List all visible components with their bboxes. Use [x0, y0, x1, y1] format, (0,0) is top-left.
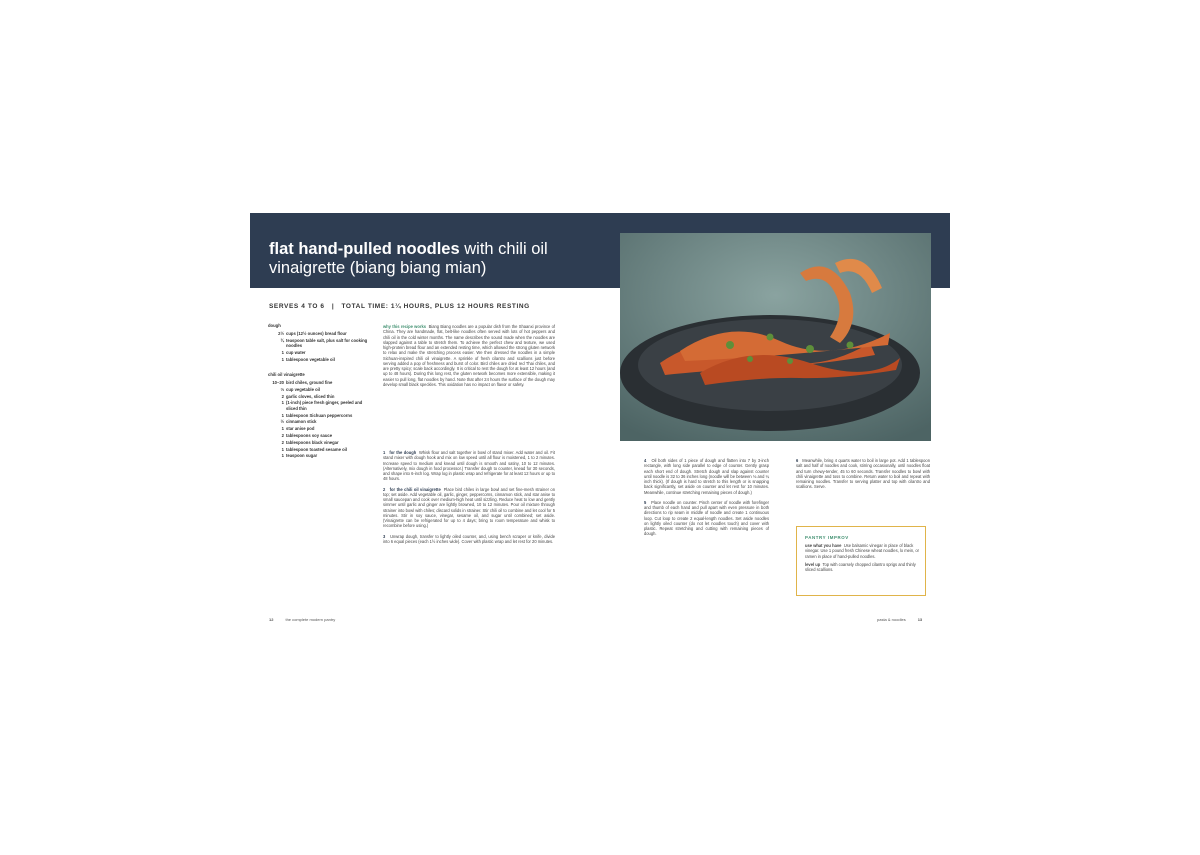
step-2-lead: for the chili oil vinaigrette [389, 486, 441, 492]
ingredient-quantity: 1 [281, 426, 284, 432]
ingredient-item: (1-inch) piece fresh ginger, peeled and sliced thin [286, 400, 363, 411]
page-number-right: 13 [917, 617, 923, 622]
vinaigrette-ingredient-row [268, 387, 368, 392]
ingredient-quantity: ¾ [280, 338, 284, 344]
ingredient-quantity: 1 [281, 356, 284, 362]
vinaigrette-ingredient-row [268, 433, 368, 438]
vinaigrette-ingredients [268, 380, 368, 459]
step-5-text: Place noodle on counter. Pinch center of noodle with forefinger and thumb of each hand and pull apart with even pressure in both directions to rip seam in middle of noodle and create 1 continuous loop. Cut loop to create 2 equal-length noodles. Set aside noodles on lightly oiled counter (do not let noodles touch) and cover with plastic. Repeat stretching and cutting with remaining pieces of dough. [644, 499, 769, 537]
ingredient-item: tablespoons soy sauce [286, 432, 333, 438]
ingredient-item: tablespoon vegetable oil [286, 356, 335, 362]
ingredient-quantity: 2½ [278, 331, 284, 337]
step-1-lead: for the dough [389, 450, 417, 455]
folio-right [877, 617, 922, 622]
total-time: TOTAL TIME: 1¼ HOURS, PLUS 12 HOURS RESTING [341, 303, 530, 310]
dough-ingredient-row [268, 350, 368, 355]
ingredient-quantity: 1 [281, 400, 284, 406]
step-3: 3 Unwrap dough, transfer to lightly oiled counter, and, using bench scraper or knife, divide into 6 equal pieces (each 1½ inches wide). Cover with plastic wrap and let rest for 20 minutes. [383, 533, 555, 544]
book-title: the complete modern pantry [285, 617, 336, 622]
steps-column-2 [644, 458, 769, 542]
dough-ingredients [268, 331, 368, 362]
step-2: 2 for the chili oil vinaigrette Place bird chiles in large bowl and set fine-mesh strainer on top; set aside. Add vegetable oil, garlic, ginger, peppercorns, cinnamon stick, and star anise to small saucepan and cook over medium-high heat until sizzling. Reduce heat to low and gently simmer until garlic and ginger are lightly browned, 10 to 12 minutes. Pour oil mixture through strainer into bowl with chiles; discard solids in strainer. Stir chili oil to combine and let cool for 5 minutes. Stir in soy sauce, vinegar, sesame oil, and sugar until combined; set aside. (Vinaigrette can be refrigerated for up to 4 days; bring to room temperature and whisk to recombine before using.) [383, 486, 555, 529]
dough-ingredient-row [268, 331, 368, 336]
vinaigrette-ingredient-row [268, 413, 368, 418]
chapter-title: pasta & noodles [877, 617, 906, 622]
ingredient-item: star anise pod [286, 426, 315, 432]
step-3-text: Unwrap dough, transfer to lightly oiled counter, and, using bench scraper or knife, divide into 6 equal pieces (each 1½ inches wide). Cover with plastic wrap and let rest for 20 minutes. [383, 533, 555, 544]
page-number-left: 12 [269, 617, 274, 622]
step-1: 1 for the dough Whisk flour and salt together in bowl of stand mixer. Add water and oil. Fit stand mixer with dough hook and mix on low speed until all flour is moistened, 1 to 2 minutes. Increase speed to medium and knead until dough is smooth and satiny, 10 to 12 minutes. (Alternatively, mix dough in food processor.) Transfer dough to counter, knead for 30 seconds, and shape into 6-inch log. Wrap log in plastic wrap and refrigerate for at least 12 hours or up to 48 hours. [383, 450, 555, 482]
vinaigrette-ingredient-row [268, 400, 368, 411]
vinaigrette-heading: chili oil vinaigrette [268, 371, 305, 377]
vinaigrette-ingredient-row [268, 426, 368, 431]
vinaigrette-ingredient-row [268, 419, 368, 424]
pantry-level-lead: level up [805, 561, 821, 567]
ingredient-quantity: ⅓ [280, 386, 284, 392]
pantry-use-text: Use balsamic vinegar in place of black vinegar. Use 1 pound fresh Chinese wheat noodles, lo mein, or ramen in place of hand-pulled noodles. [805, 543, 920, 559]
recipe-meta [269, 303, 609, 310]
book-spread [250, 213, 950, 633]
ingredient-quantity: 1 [281, 412, 284, 418]
ingredient-item: cup water [286, 350, 306, 356]
step-5: 5 Place noodle on counter. Pinch center of noodle with forefinger and thumb of each hand and pull apart with even pressure in both directions to rip seam in middle of noodle and create 1 continuous loop. Cut loop to create 2 equal-length noodles. Set aside noodles on lightly oiled counter (do not let noodles touch) and cover with plastic. Repeat stretching and cutting with remaining pieces of dough. [644, 499, 769, 537]
why-text: Biang Biang noodles are a popular dish from the Shaanxi province of China. They are handmade, flat, belt-like noodles often served with lots of hot peppers and chili oil in the cold winter months. The name describes the sound made when the noodles are slapped against a table to stretch them. To achieve the perfect chew and texture, we used high-protein bread flour and an extended resting time, which allowed the strong gluten network to relax and make the stretching process easier. We then dressed the noodles in a simple Sichuan-inspired chili oil vinaigrette. A sprinkle of fresh cilantro and scallions just before serving added a pop of freshness and burst of color. Bird chiles are dried red Thai chiles, and are pretty spicy; scale back accordingly. It is critical to rest the dough for at least 12 hours (and up to 48 hours). During this long rest, the gluten network becomes more extensible, making it easier to pull long, flat noodles by hand. Note that after 24 hours the surface of the dough may develop small black speckles. This oxidation has no impact on flavor or safety. [383, 324, 556, 387]
ingredient-item: garlic cloves, sliced thin [286, 393, 335, 399]
recipe-title-rest: with chili oil vinaigrette (biang biang mian) [269, 240, 548, 277]
vinaigrette-ingredient-row [268, 453, 368, 458]
step-4-text: Oil both sides of 1 piece of dough and flatten into 7 by 3-inch rectangle, with long side parallel to edge of counter. Gently grasp each short end of dough. Stretch dough and slap against counter until noodle is 32 to 36 inches long (noodle will be between ⅛ and ¼ inch thick). (If dough is hard to stretch to this length or is snapping back significantly, set aside on counter and let rest for 10 minutes. Meanwhile, continue stretching remaining pieces of dough.) [644, 458, 769, 495]
steps-column-3 [796, 458, 930, 495]
ingredient-item: teaspoon table salt, plus salt for cooking noodles [286, 338, 368, 349]
step-6-text: Meanwhile, bring 4 quarts water to boil in large pot. Add 1 tablespoon salt and half of noodles and cook, stirring occasionally, until noodles float and turn chewy-tender, 45 to 60 seconds. Transfer noodles to bowl with chili vinaigrette and toss to combine. Return water to boil and repeat with remaining noodles. Transfer to serving platter and top with cilantro and scallions. Serve. [796, 458, 930, 490]
step-2-text: Place bird chiles in large bowl and set fine-mesh strainer on top; set aside. Add vegetable oil, garlic, ginger, peppercorns, cinnamon stick, and star anise to small saucepan and cook over medium-high heat until sizzling. Reduce heat to low and gently simmer until garlic and ginger are lightly browned, 10 to 12 minutes. Pour oil mixture through strainer into bowl with chiles; discard solids in strainer. Stir chili oil to combine and let cool for 5 minutes. Stir in soy sauce, vinegar, sesame oil, and sugar until combined; set aside. (Vinaigrette can be refrigerated for up to 4 days; bring to room temperature and whisk to recombine before using.) [383, 486, 555, 529]
noodle-photo [620, 233, 931, 441]
ingredient-quantity: ½ [280, 419, 284, 425]
ingredient-item: tablespoons black vinegar [286, 439, 339, 445]
recipe-title [269, 240, 609, 278]
pantry-level-text: Top with coarsely chopped cilantro sprigs and thinly sliced scallions. [805, 561, 916, 573]
ingredient-quantity: 1 [281, 350, 284, 356]
ingredient-item: cinnamon stick [286, 419, 317, 425]
meta-separator: | [331, 303, 335, 310]
step-6: 6 Meanwhile, bring 4 quarts water to boil in large pot. Add 1 tablespoon salt and half of noodles and cook, stirring occasionally, until noodles float and turn chewy-tender, 45 to 60 seconds. Transfer noodles to bowl with chili vinaigrette and toss to combine. Return water to boil and repeat with remaining noodles. Transfer to serving platter and top with cilantro and scallions. Serve. [796, 458, 930, 490]
ingredient-item: teaspoon sugar [286, 453, 318, 459]
ingredient-item: tablespoon Sichuan peppercorns [286, 412, 353, 418]
vinaigrette-ingredient-row [268, 380, 368, 385]
ingredient-item: cups (12½ ounces) bread flour [286, 331, 347, 337]
pantry-use-lead: use what you have [805, 543, 842, 549]
ingredient-quantity: 1 [281, 446, 284, 452]
why-lead: why this recipe works [383, 324, 427, 329]
dough-ingredient-row [268, 338, 368, 349]
serves: SERVES 4 TO 6 [269, 303, 325, 310]
vinaigrette-ingredient-row [268, 440, 368, 445]
pantry-title: PANTRY IMPROV [805, 535, 849, 540]
ingredient-quantity: 2 [281, 393, 284, 399]
pantry-level [805, 562, 921, 572]
dough-heading: dough [268, 323, 281, 328]
recipe-title-bold: flat hand-pulled noodles [269, 240, 460, 258]
step-4: 4 Oil both sides of 1 piece of dough and flatten into 7 by 3-inch rectangle, with long side parallel to edge of counter. Gently grasp each short end of dough. Stretch dough and slap against counter until noodle is 32 to 36 inches long (noodle will be between ⅛ and ¼ inch thick). (If dough is hard to stretch to this length or is snapping back significantly, set aside on counter and let rest for 10 minutes. Meanwhile, continue stretching remaining pieces of dough.) [644, 458, 769, 495]
why-this-works [383, 324, 555, 392]
ingredient-item: tablespoon toasted sesame oil [286, 446, 347, 452]
ingredient-item: cup vegetable oil [286, 386, 320, 392]
ingredients-list [268, 323, 368, 460]
ingredient-quantity: 10–20 [272, 380, 284, 386]
pantry-improv-box [796, 526, 926, 596]
noodle-photo-illustration [620, 233, 931, 441]
ingredient-quantity: 1 [281, 453, 284, 459]
steps-column-1 [383, 450, 555, 549]
ingredient-item: bird chiles, ground fine [286, 380, 333, 386]
dough-ingredient-row [268, 357, 368, 362]
pantry-use [805, 543, 921, 559]
vinaigrette-ingredient-row [268, 394, 368, 399]
step-1-text: Whisk flour and salt together in bowl of stand mixer. Add water and oil. Fit stand mixer with dough hook and mix on low speed until all flour is moistened, 1 to 2 minutes. Increase speed to medium and knead until dough is smooth and satiny, 10 to 12 minutes. (Alternatively, mix dough in food processor.) Transfer dough to counter, knead for 30 seconds, and shape into 6-inch log. Wrap log in plastic wrap and refrigerate for at least 12 hours or up to 48 hours. [383, 450, 555, 482]
folio-left [269, 617, 335, 622]
ingredient-quantity: 2 [281, 432, 284, 438]
vinaigrette-ingredient-row [268, 447, 368, 452]
ingredient-quantity: 2 [281, 439, 284, 445]
